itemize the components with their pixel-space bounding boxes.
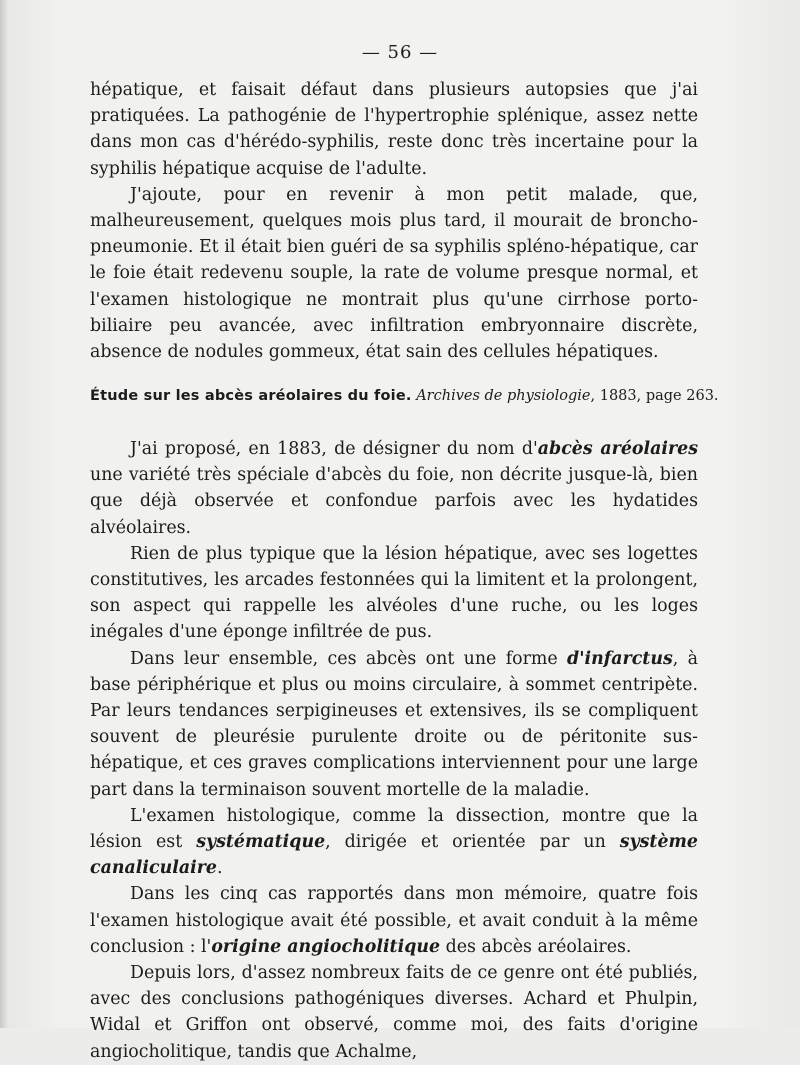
paragraph-definition: [90, 436, 698, 541]
text-run: Dans les cinq cas rapportés dans mon mémoire, quatre fois l'examen histologique avait été possible, et avait conduit à la même conclusion : l': [90, 884, 698, 957]
term-infarctus: d'infarctus: [567, 648, 673, 669]
text-run: L'examen histologique, comme la dissection, montre que la lésion est: [90, 805, 698, 853]
paragraph-continuation: hépatique, et faisait défaut dans plusieurs autopsies que j'ai pratiquées. La pathogénie de l'hypertrophie splénique, assez nette dans mon cas d'hérédo-syphilis, reste donc très incertaine pour la syphilis hépatique acquise de l'adulte.: [90, 80, 698, 179]
text-run: J'ai proposé, en 1883, de désigner du nom d': [130, 439, 538, 459]
page-number: — 56 —: [361, 42, 439, 63]
paragraph-five-cases: [90, 881, 698, 960]
term-origine-angiocholitique: origine angiocholitique: [211, 936, 441, 957]
text-run: des abcès aréolaires.: [440, 936, 632, 957]
section-heading-abces-areolaires: [90, 388, 719, 404]
term-abces-areolaires: abcès aréolaires: [537, 439, 698, 459]
heading-title: Étude sur les abcès aréolaires du foie.: [90, 388, 412, 404]
heading-reference: , 1883, page 263.: [590, 388, 719, 404]
paragraph-histology: [90, 803, 698, 882]
term-systeme-canaliculaire: système canaliculaire: [90, 832, 698, 879]
section-syphilis-continuation: [90, 77, 698, 365]
text-run: , dirigée et orientée par un: [325, 832, 620, 853]
heading-journal: Archives de physiologie: [416, 388, 591, 404]
paragraph-patient-outcome: J'ajoute, pour en revenir à mon petit malade, que, malheureusement, quelques mois plus tard, il mourait de broncho-pneumonie. Et il était bien guéri de sa syphilis spléno-hépatique, car le foie était redevenu souple, la rate de volume presque normal, et l'examen histologique ne montrait plus qu'une cirrhose porto-biliaire peu avancée, avec infiltration embryonnaire discrète, absence de nodules gommeux, état sain des cellules hépatiques.: [90, 184, 698, 363]
paragraph-infarctus-form: [90, 646, 698, 803]
paragraph-later-observations: Depuis lors, d'assez nombreux faits de ce genre ont été publiés, avec des conclusions pathogéniques diverses. Achard et Phulpin, Widal et Griffon ont observé, comme moi, des faits d'origine angiocholitique, tandis que Achalme,: [90, 963, 698, 1062]
text-run: , à base périphérique et plus ou moins circulaire, à sommet centripète. Par leurs tendances serpigineuses et extensives, ils se compliquent souvent de pleurésie purulente droite ou de péritonite sus-hépatique, et ces graves complications interviennent pour une large part dans la terminaison souvent mortelle de la maladie.: [90, 648, 698, 800]
text-run: .: [216, 858, 223, 879]
text-run: une variété très spéciale d'abcès du foie, non décrite jusque-là, bien que déjà observée et confondue parfois avec les hydatides alvéolaires.: [90, 465, 698, 538]
page-gutter-shadow: [0, 0, 8, 1028]
text-run: Dans leur ensemble, ces abcès ont une forme: [130, 648, 568, 669]
paragraph-lesion-description: Rien de plus typique que la lésion hépatique, avec ses logettes constitutives, les arcades festonnées qui la limitent et la prolongent, son aspect qui rappelle les alvéoles d'une ruche, ou les loges inégales d'une éponge infiltrée de pus.: [90, 543, 698, 643]
section-abces-areolaires: [90, 436, 698, 1065]
term-systematique: systématique: [196, 832, 326, 853]
